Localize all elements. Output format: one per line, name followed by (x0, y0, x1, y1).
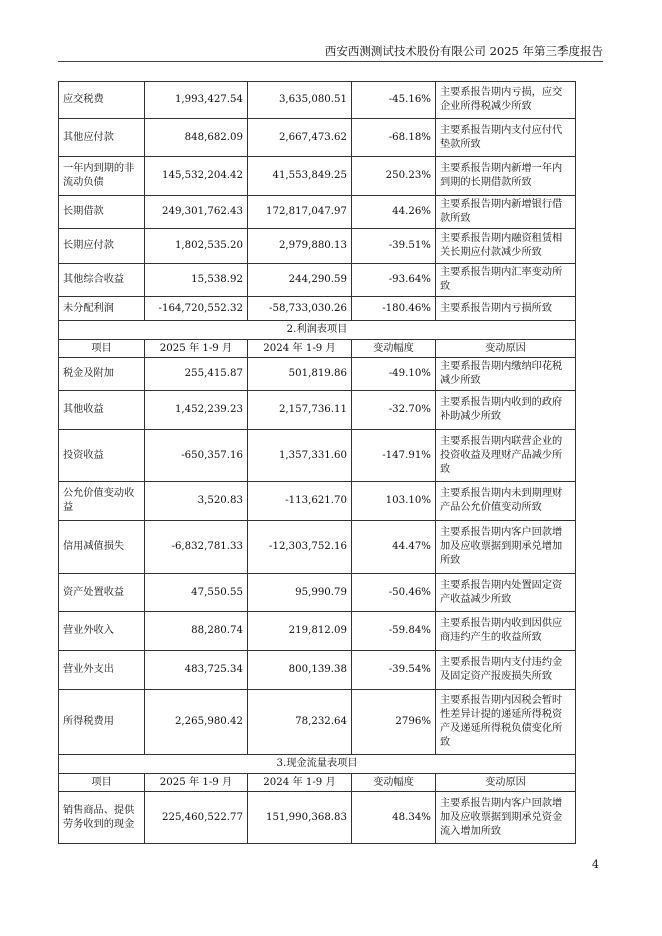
table-row (59, 792, 576, 844)
item-cell: 投资收益 (59, 430, 145, 482)
previous-value-cell: 41,553,849.25 (248, 157, 352, 196)
column-header: 变动原因 (436, 340, 576, 358)
table-row (59, 612, 576, 651)
section-title-row (59, 755, 576, 774)
reason-cell: 主要系报告期内因税会暂时性差异计提的递延所得税资产及递延所得税负债变化所致 (436, 690, 576, 755)
reason-cell: 主要系报告期内亏损所致 (436, 297, 576, 321)
change-cell: 44.47% (352, 521, 436, 574)
current-value-cell: -650,357.16 (145, 430, 248, 482)
previous-value-cell: 172,817,047.97 (248, 196, 352, 229)
previous-value-cell: 800,139.38 (248, 651, 352, 690)
previous-value-cell: 219,812.09 (248, 612, 352, 651)
change-cell: -39.54% (352, 651, 436, 690)
item-cell: 应交税费 (59, 82, 145, 119)
current-value-cell: 88,280.74 (145, 612, 248, 651)
change-cell: 250.23% (352, 157, 436, 196)
previous-value-cell: 95,990.79 (248, 574, 352, 612)
reason-cell: 主要系报告期内联营企业的投资收益及理财产品减少所致 (436, 430, 576, 482)
header-row (59, 340, 576, 358)
change-cell: -45.16% (352, 82, 436, 119)
current-value-cell: 47,550.55 (145, 574, 248, 612)
item-cell: 销售商品、提供劳务收到的现金 (59, 792, 145, 844)
change-cell: 2796% (352, 690, 436, 755)
current-value-cell: -164,720,552.32 (145, 297, 248, 321)
change-cell: -68.18% (352, 119, 436, 157)
table-row (59, 297, 576, 321)
section-title: 2.利润表项目 (59, 321, 576, 340)
item-cell: 信用减值损失 (59, 521, 145, 574)
column-header: 2024 年 1-9 月 (248, 340, 352, 358)
previous-value-cell: 2,979,880.13 (248, 229, 352, 264)
table-row (59, 82, 576, 119)
previous-value-cell: 78,232.64 (248, 690, 352, 755)
item-cell: 税金及附加 (59, 358, 145, 391)
change-cell: 48.34% (352, 792, 436, 844)
item-cell: 未分配利润 (59, 297, 145, 321)
change-cell: 103.10% (352, 482, 436, 521)
item-cell: 其他收益 (59, 391, 145, 430)
reason-cell: 主要系报告期内未到期理财产品公允价值变动所致 (436, 482, 576, 521)
table-row (59, 430, 576, 482)
current-value-cell: 1,452,239.23 (145, 391, 248, 430)
item-cell: 长期借款 (59, 196, 145, 229)
item-cell: 所得税费用 (59, 690, 145, 755)
current-value-cell: 1,993,427.54 (145, 82, 248, 119)
table-row (59, 574, 576, 612)
previous-value-cell: 1,357,331.60 (248, 430, 352, 482)
table-row (59, 651, 576, 690)
change-cell: 44.26% (352, 196, 436, 229)
item-cell: 一年内到期的非流动负债 (59, 157, 145, 196)
previous-value-cell: 501,819.86 (248, 358, 352, 391)
current-value-cell: 483,725.34 (145, 651, 248, 690)
change-cell: -49.10% (352, 358, 436, 391)
column-header: 项目 (59, 774, 145, 792)
table-row (59, 482, 576, 521)
column-header: 2025 年 1-9 月 (145, 774, 248, 792)
column-header: 变动原因 (436, 774, 576, 792)
section-title-row (59, 321, 576, 340)
column-header: 2025 年 1-9 月 (145, 340, 248, 358)
reason-cell: 主要系报告期内新增一年内到期的长期借款所致 (436, 157, 576, 196)
page-header: 西安西测测试技术股份有限公司 2025 年第三季度报告 (58, 44, 603, 62)
change-cell: -59.84% (352, 612, 436, 651)
table-row (59, 196, 576, 229)
previous-value-cell: 2,157,736.11 (248, 391, 352, 430)
item-cell: 营业外收入 (59, 612, 145, 651)
table-row (59, 391, 576, 430)
reason-cell: 主要系报告期内汇率变动所致 (436, 264, 576, 297)
change-cell: -93.64% (352, 264, 436, 297)
current-value-cell: 848,682.09 (145, 119, 248, 157)
previous-value-cell: -113,621.70 (248, 482, 352, 521)
current-value-cell: 225,460,522.77 (145, 792, 248, 844)
column-header: 2024 年 1-9 月 (248, 774, 352, 792)
header-row (59, 774, 576, 792)
reason-cell: 主要系报告期内亏损，应交企业所得税减少所致 (436, 82, 576, 119)
reason-cell: 主要系报告期内收到因供应商违约产生的收益所致 (436, 612, 576, 651)
table-row (59, 358, 576, 391)
reason-cell: 主要系报告期内客户回款增加及应收票据到期承兑资金流入增加所致 (436, 792, 576, 844)
section-title: 3.现金流量表项目 (59, 755, 576, 774)
change-cell: -32.70% (352, 391, 436, 430)
reason-cell: 主要系报告期内新增银行借款所致 (436, 196, 576, 229)
current-value-cell: -6,832,781.33 (145, 521, 248, 574)
item-cell: 长期应付款 (59, 229, 145, 264)
item-cell: 其他综合收益 (59, 264, 145, 297)
column-header: 变动幅度 (352, 774, 436, 792)
current-value-cell: 15,538.92 (145, 264, 248, 297)
current-value-cell: 249,301,762.43 (145, 196, 248, 229)
current-value-cell: 255,415.87 (145, 358, 248, 391)
reason-cell: 主要系报告期内处置固定资产收益减少所致 (436, 574, 576, 612)
reason-cell: 主要系报告期内支付应付代垫款所致 (436, 119, 576, 157)
previous-value-cell: 3,635,080.51 (248, 82, 352, 119)
current-value-cell: 1,802,535.20 (145, 229, 248, 264)
table-row (59, 690, 576, 755)
change-cell: -39.51% (352, 229, 436, 264)
report-table (58, 81, 576, 844)
reason-cell: 主要系报告期内客户回款增加及应收票据到期承兑增加所致 (436, 521, 576, 574)
item-cell: 其他应付款 (59, 119, 145, 157)
item-cell: 营业外支出 (59, 651, 145, 690)
item-cell: 公允价值变动收益 (59, 482, 145, 521)
column-header: 项目 (59, 340, 145, 358)
table-row (59, 157, 576, 196)
item-cell: 资产处置收益 (59, 574, 145, 612)
previous-value-cell: -12,303,752.16 (248, 521, 352, 574)
change-cell: -50.46% (352, 574, 436, 612)
reason-cell: 主要系报告期内缴纳印花税减少所致 (436, 358, 576, 391)
reason-cell: 主要系报告期内收到的政府补助减少所致 (436, 391, 576, 430)
reason-cell: 主要系报告期内融资租赁相关长期应付款减少所致 (436, 229, 576, 264)
previous-value-cell: 151,990,368.83 (248, 792, 352, 844)
current-value-cell: 2,265,980.42 (145, 690, 248, 755)
previous-value-cell: 244,290.59 (248, 264, 352, 297)
previous-value-cell: -58,733,030.26 (248, 297, 352, 321)
change-cell: -147.91% (352, 430, 436, 482)
column-header: 变动幅度 (352, 340, 436, 358)
table-row (59, 119, 576, 157)
page-number: 4 (592, 858, 599, 871)
table-row (59, 264, 576, 297)
table-row (59, 521, 576, 574)
current-value-cell: 3,520.83 (145, 482, 248, 521)
reason-cell: 主要系报告期内支付违约金及固定资产报废损失所致 (436, 651, 576, 690)
previous-value-cell: 2,667,473.62 (248, 119, 352, 157)
current-value-cell: 145,532,204.42 (145, 157, 248, 196)
change-cell: -180.46% (352, 297, 436, 321)
table-row (59, 229, 576, 264)
